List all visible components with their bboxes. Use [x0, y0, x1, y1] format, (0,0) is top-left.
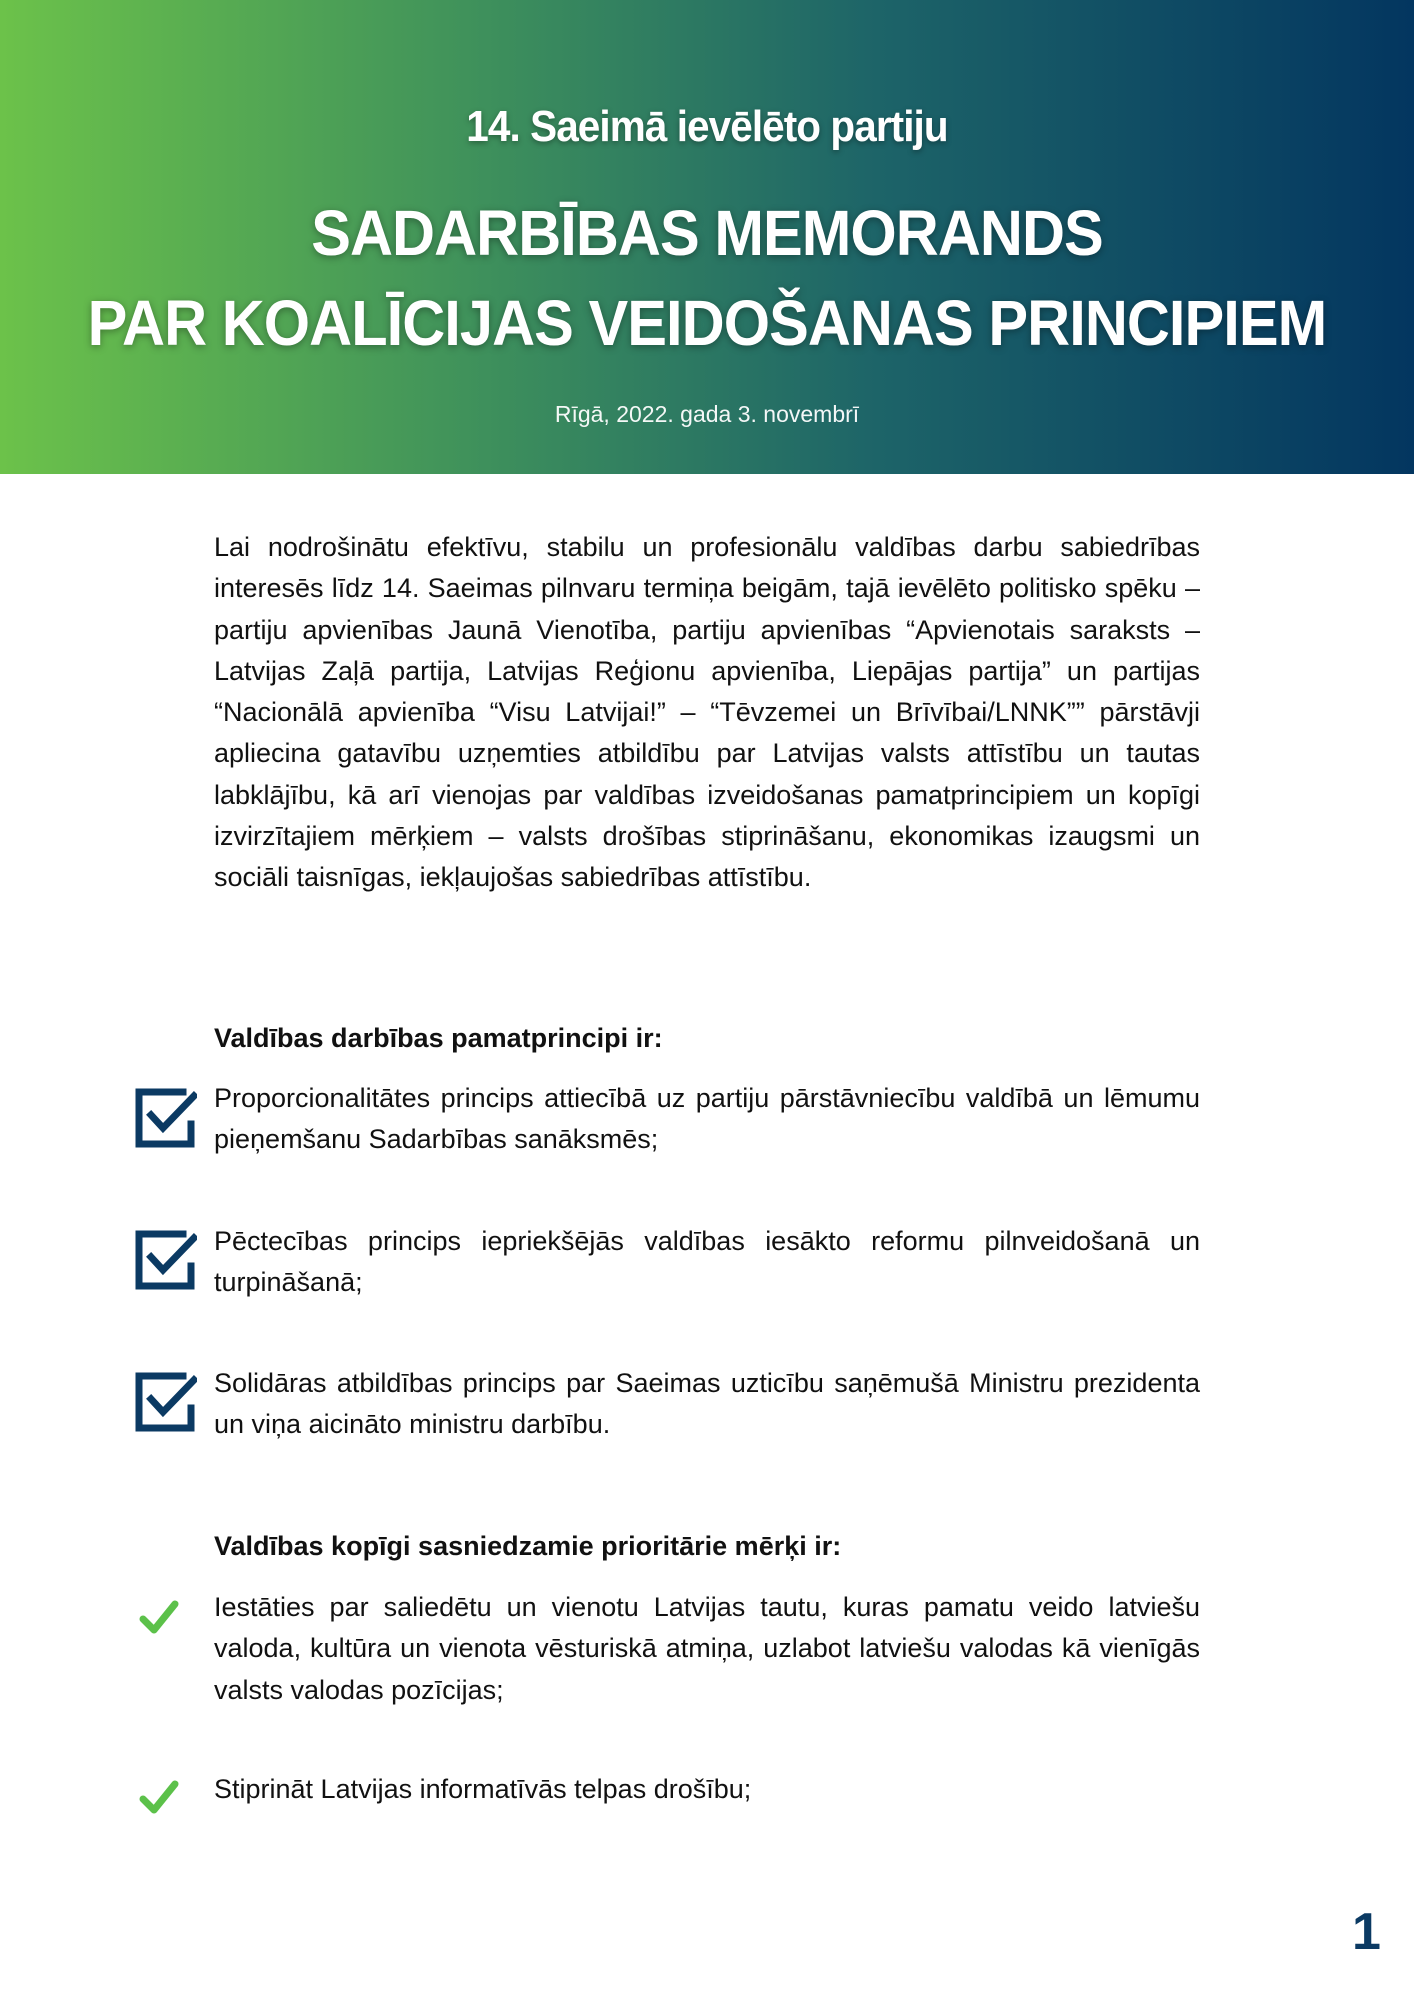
principle-item: Pēctecības princips iepriekšējās valdības iesākto reformu pilnveidošanā un turpināšanā; [214, 1226, 1200, 1298]
goals-heading: Valdības kopīgi sasniedzamie prioritārie mērķi ir: [214, 1531, 842, 1561]
checkbox-icon [133, 1228, 197, 1292]
page-number: 1 [1352, 1903, 1381, 1961]
principles-heading: Valdības darbības pamatprincipi ir: [214, 1023, 663, 1053]
checkmark-icon [138, 1597, 180, 1637]
checkbox-icon [133, 1370, 197, 1434]
document-title-line-2: PAR KOALĪCIJAS VEIDOŠANAS PRINCIPIEM [87, 287, 1327, 359]
checkbox-icon [133, 1086, 197, 1150]
goal-item: Stiprināt Latvijas informatīvās telpas drošību; [214, 1774, 752, 1804]
principle-item: Solidāras atbildības princips par Saeimas uzticību saņēmušā Ministru prezidenta un viņa aicināto ministru darbību. [214, 1368, 1200, 1440]
checkmark-icon [138, 1777, 180, 1817]
document-date: Rīgā, 2022. gada 3. novembrī [554, 401, 860, 427]
document-subtitle: 14. Saeimā ievēlēto partiju [466, 102, 948, 151]
document-title-line-1: SADARBĪBAS MEMORANDS [311, 197, 1103, 269]
intro-paragraph: Lai nodrošinātu efektīvu, stabilu un profesionālu valdības darbu sabiedrības interesēs līdz 14. Saeimas pilnvaru termiņa beigām, tajā ievēlēto politisko spēku – partiju apvienības Jaunā Vienotība, partiju apvienības “Apvienotais saraksts – Latvijas Zaļā partija, Latvijas Reģionu apvienība, Liepājas partija” un partijas “Nacionālā apvienība “Visu Latvijai!” – “Tēvzemei un Brīvībai/LNNK”” pārstāvji apliecina gatavību uzņemties atbildību par Latvijas valsts attīstību un tautas labklājību, kā arī vienojas par valdības izveidošanas pamatprincipiem un kopīgi izvirzītajiem mērķiem – valsts drošības stiprināšanu, ekonomikas izaugsmi un sociāli taisnīgas, iekļaujošas sabiedrības attīstību. [214, 532, 1200, 893]
goal-item: Iestāties par saliedētu un vienotu Latvijas tautu, kuras pamatu veido latviešu valoda, kultūra un vienota vēsturiskā atmiņa, uzlabot latviešu valodas kā vienīgās valsts valodas pozīcijas; [214, 1592, 1200, 1705]
document-header [0, 0, 1414, 474]
principle-item: Proporcionalitātes princips attiecībā uz partiju pārstāvniecību valdībā un lēmumu pieņemšanu Sadarbības sanāksmēs; [214, 1083, 1200, 1155]
